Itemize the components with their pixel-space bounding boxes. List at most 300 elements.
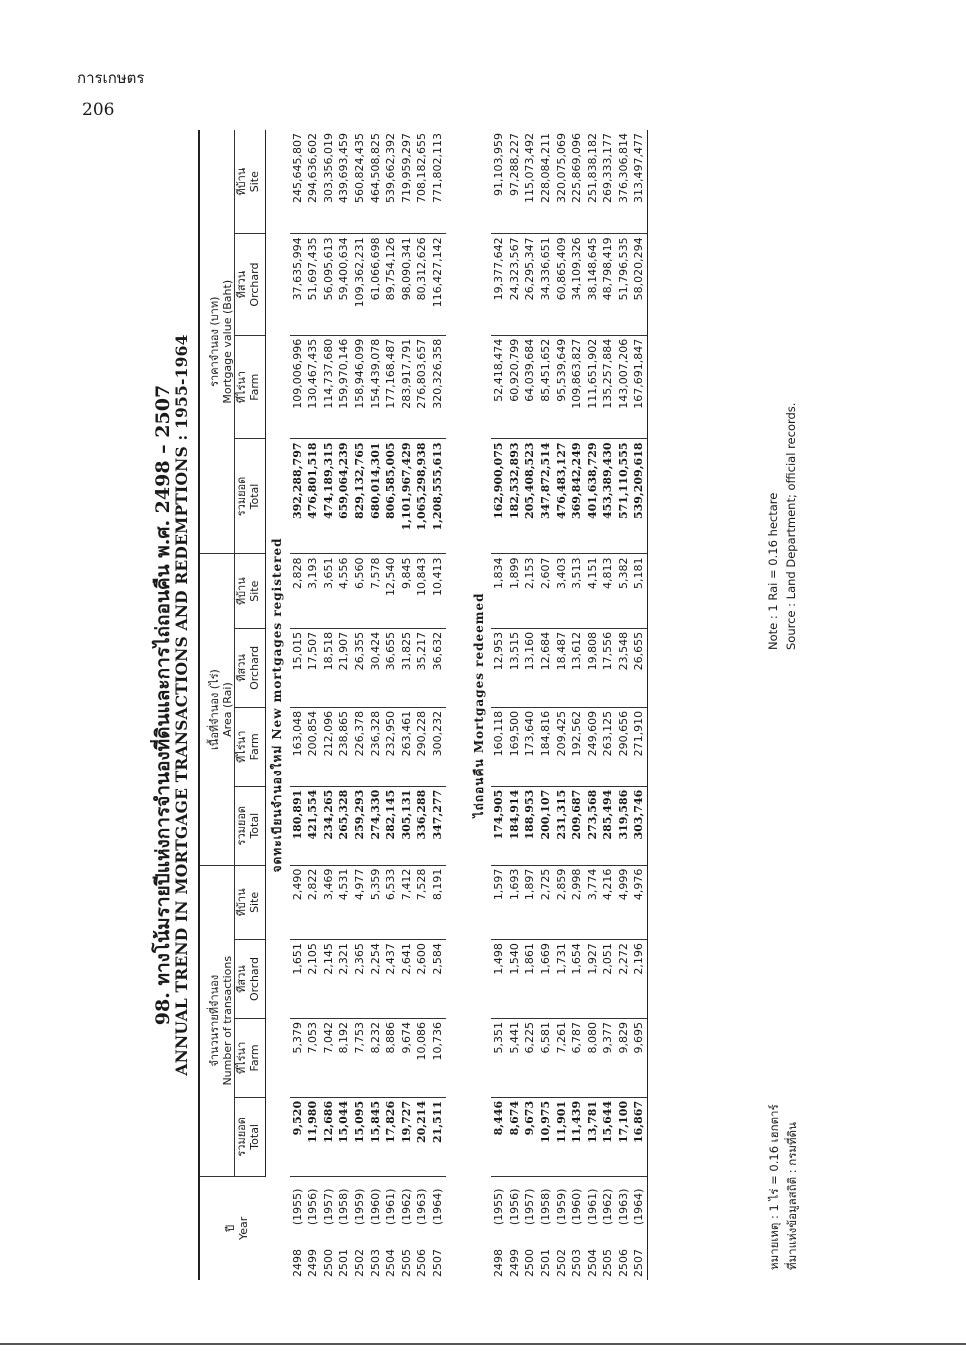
table-row	[321, 130, 337, 1280]
year-ce: (1961)	[384, 1188, 398, 1226]
table-row	[430, 130, 446, 1280]
table-cell: 5,181	[631, 554, 647, 628]
table-cell: 21,907	[336, 628, 352, 707]
table-cell: 180,891	[290, 786, 306, 865]
table-cell: 5,379	[290, 1018, 306, 1097]
table-cell: 4,977	[352, 865, 368, 939]
col-en: Total	[248, 483, 261, 510]
table-cell: 290,228	[414, 707, 430, 786]
col-th: ที่บ้าน	[235, 888, 248, 917]
col-header-farm	[235, 335, 266, 439]
table-cell: 36,632	[430, 628, 446, 707]
year-ce: (1963)	[616, 1188, 630, 1226]
col-en: Orchard	[248, 262, 261, 307]
table-cell: 143,007,206	[616, 335, 632, 439]
year-ce: (1960)	[570, 1188, 584, 1226]
table-row	[305, 130, 321, 1280]
table-cell: 56,095,613	[321, 234, 337, 335]
table-cell: 226,378	[352, 707, 368, 786]
table-cell: 23,548	[616, 628, 632, 707]
table-cell: 174,905	[491, 786, 507, 865]
year-ce: (1964)	[631, 1176, 647, 1228]
table-cell: 319,586	[616, 786, 632, 865]
mortgage-table-wrapper	[198, 130, 648, 1280]
table-cell: 182,532,893	[507, 439, 523, 554]
table-cell: 109,006,996	[290, 335, 306, 439]
table-cell: 1,731	[554, 940, 570, 1019]
table-cell: 439,693,459	[336, 130, 352, 234]
table-cell: 15,044	[336, 1097, 352, 1176]
table-cell: 7,412	[399, 865, 415, 939]
year-ce: (1964)	[430, 1188, 444, 1226]
table-cell: 231,315	[554, 786, 570, 865]
col-header-site	[235, 865, 266, 939]
table-cell: 274,330	[368, 786, 384, 865]
table-cell: 13,781	[585, 1097, 601, 1176]
table-cell: 10,413	[430, 554, 446, 628]
table-cell: 2,490	[290, 865, 306, 939]
table-cell: 347,277	[430, 786, 446, 865]
table-cell: 7,578	[368, 554, 384, 628]
table-cell: 12,684	[538, 628, 554, 707]
year-be: 2502	[352, 1249, 366, 1277]
table-cell: 97,288,227	[507, 130, 523, 234]
col-th: ที่สวน	[235, 654, 248, 682]
table-cell: 236,328	[368, 707, 384, 786]
table-cell: 1,208,555,613	[430, 439, 446, 554]
table-cell: 12,540	[383, 554, 399, 628]
table-cell: 8,080	[585, 1018, 601, 1097]
table-cell: 2,725	[538, 865, 554, 939]
table-cell: 205,408,523	[522, 439, 538, 554]
page-number: 206	[82, 100, 115, 120]
table-cell: 160,118	[491, 707, 507, 786]
table-cell: 6,787	[569, 1018, 585, 1097]
table-cell: 392,288,797	[290, 439, 306, 554]
table-cell: 2,321	[336, 940, 352, 1019]
table-cell: 708,182,655	[414, 130, 430, 234]
year-ce: (1957)	[321, 1188, 335, 1226]
year-be: 2503	[570, 1249, 584, 1277]
table-cell: 265,328	[336, 786, 352, 865]
table-cell: 80,312,626	[414, 234, 430, 335]
table-cell: 2,051	[600, 940, 616, 1019]
table-cell: 11,901	[554, 1097, 570, 1176]
table-cell: 116,427,142	[430, 234, 446, 335]
year-header	[199, 1176, 266, 1280]
table-cell: 232,950	[383, 707, 399, 786]
table-cell: 1,861	[522, 940, 538, 1019]
table-cell: 251,838,182	[585, 130, 601, 234]
table-cell: 4,151	[585, 554, 601, 628]
year-ce: (1958)	[337, 1188, 351, 1226]
year-be: 2502	[554, 1249, 568, 1277]
year-be: 2498	[492, 1249, 506, 1277]
table-cell: 109,362,231	[352, 234, 368, 335]
table-cell: 26,355	[352, 628, 368, 707]
table-cell: 1,597	[491, 865, 507, 939]
table-cell: 9,829	[616, 1018, 632, 1097]
table-cell: 8,446	[491, 1097, 507, 1176]
section-header-row	[468, 130, 492, 1280]
col-en: Site	[248, 580, 261, 602]
table-cell: 4,531	[336, 865, 352, 939]
table-cell: 7,042	[321, 1018, 337, 1097]
table-cell: 2,998	[569, 865, 585, 939]
table-cell: 273,568	[585, 786, 601, 865]
table-cell: 276,803,657	[414, 335, 430, 439]
table-cell: 30,424	[368, 628, 384, 707]
year-be: 2507	[631, 1228, 647, 1280]
table-cell: 4,216	[600, 865, 616, 939]
table-cell: 285,494	[600, 786, 616, 865]
table-cell: 2,196	[631, 940, 647, 1019]
table-cell: 19,727	[399, 1097, 415, 1176]
table-cell: 245,645,807	[290, 130, 306, 234]
table-cell: 154,439,078	[368, 335, 384, 439]
table-row	[522, 130, 538, 1280]
table-cell: 24,323,567	[507, 234, 523, 335]
col-th: ที่บ้าน	[235, 167, 248, 196]
table-cell: 60,920,799	[507, 335, 523, 439]
table-cell: 2,600	[414, 940, 430, 1019]
group-header-en: Mortgage value (Baht)	[221, 279, 234, 404]
col-th: รวมยอด	[235, 805, 248, 846]
table-cell: 771,802,113	[430, 130, 446, 234]
table-cell: 7,528	[414, 865, 430, 939]
title-english: ANNUAL TREND IN MORTGAGE TRANSACTIONS AND REDEMPTIONS : 1955-1964	[172, 334, 191, 1076]
table-row	[414, 130, 430, 1280]
table-cell: 36,655	[383, 628, 399, 707]
section-gap-cell	[446, 130, 468, 1280]
table-cell: 58,020,294	[631, 234, 647, 335]
table-cell: 34,336,651	[538, 234, 554, 335]
col-header-total	[235, 786, 266, 865]
year-ce: (1959)	[554, 1188, 568, 1226]
table-cell: 2,584	[430, 940, 446, 1019]
table-cell: 1,498	[491, 940, 507, 1019]
col-en: Orchard	[248, 957, 261, 1002]
table-cell: 17,556	[600, 628, 616, 707]
table-cell: 9,520	[290, 1097, 306, 1176]
group-header-value	[199, 130, 235, 554]
col-th: ที่ไร่นา	[235, 1041, 248, 1075]
table-cell: 15,015	[290, 628, 306, 707]
table-row	[631, 130, 647, 1280]
table-cell: 15,845	[368, 1097, 384, 1176]
table-cell: 290,656	[616, 707, 632, 786]
table-cell: 13,515	[507, 628, 523, 707]
note-thai: หมายเหตุ : 1 ไร่ = 0.16 เฮกตาร์	[767, 1104, 781, 1270]
table-cell: 476,801,518	[305, 439, 321, 554]
table-cell: 6,581	[538, 1018, 554, 1097]
table-cell: 3,469	[321, 865, 337, 939]
col-th: ที่บ้าน	[235, 577, 248, 606]
table-cell: 9,695	[631, 1018, 647, 1097]
col-th: รวมยอด	[235, 1117, 248, 1157]
table-cell: 259,293	[352, 786, 368, 865]
table-cell: 111,651,902	[585, 335, 601, 439]
mortgage-table	[198, 130, 648, 1280]
table-cell: 238,865	[336, 707, 352, 786]
table-cell: 300,232	[430, 707, 446, 786]
year-ce: (1962)	[601, 1188, 615, 1226]
table-cell: 9,674	[399, 1018, 415, 1097]
table-cell: 115,073,492	[522, 130, 538, 234]
table-cell: 4,999	[616, 865, 632, 939]
group-header-en: Number of transactions	[221, 955, 234, 1086]
table-cell: 159,970,146	[336, 335, 352, 439]
table-cell: 474,189,315	[321, 439, 337, 554]
table-row	[352, 130, 368, 1280]
table-cell: 51,697,435	[305, 234, 321, 335]
year-be: 2500	[523, 1249, 537, 1277]
table-cell: 26,295,347	[522, 234, 538, 335]
table-cell: 209,687	[569, 786, 585, 865]
table-cell: 192,562	[569, 707, 585, 786]
section-label: ไถ่ถอนคืน Mortgages redeemed	[471, 592, 486, 818]
table-cell: 263,461	[399, 707, 415, 786]
table-cell: 5,351	[491, 1018, 507, 1097]
rotated-content	[150, 130, 810, 1280]
table-row	[336, 130, 352, 1280]
col-th: ที่สวน	[235, 270, 248, 299]
table-cell: 225,869,096	[569, 130, 585, 234]
table-cell: 18,487	[554, 628, 570, 707]
table-cell: 162,900,075	[491, 439, 507, 554]
table-cell: 34,109,326	[569, 234, 585, 335]
year-ce: (1955)	[492, 1188, 506, 1226]
table-cell: 719,959,297	[399, 130, 415, 234]
table-cell: 2,641	[399, 940, 415, 1019]
table-cell: 18,518	[321, 628, 337, 707]
year-be: 2506	[616, 1249, 630, 1277]
table-row	[569, 130, 585, 1280]
table-cell: 305,131	[399, 786, 415, 865]
table-cell: 303,356,019	[321, 130, 337, 234]
table-cell: 4,813	[600, 554, 616, 628]
table-cell: 35,217	[414, 628, 430, 707]
table-cell: 200,854	[305, 707, 321, 786]
year-ce: (1963)	[415, 1188, 429, 1226]
group-header-area	[199, 554, 235, 865]
col-header-total	[235, 1097, 266, 1176]
col-header-farm	[235, 1018, 266, 1097]
year-be: 2504	[585, 1249, 599, 1277]
table-cell: 13,160	[522, 628, 538, 707]
table-cell: 320,075,069	[554, 130, 570, 234]
table-cell: 303,746	[631, 786, 647, 865]
table-cell: 539,209,618	[631, 439, 647, 554]
table-cell: 271,910	[631, 707, 647, 786]
table-cell: 476,483,127	[554, 439, 570, 554]
table-cell: 48,798,419	[600, 234, 616, 335]
year-be: 2505	[601, 1249, 615, 1277]
table-cell: 135,257,884	[600, 335, 616, 439]
table-cell: 17,826	[383, 1097, 399, 1176]
year-ce: (1955)	[290, 1188, 304, 1226]
year-ce: (1961)	[585, 1188, 599, 1226]
table-body	[266, 130, 648, 1280]
table-cell: 17,507	[305, 628, 321, 707]
table-cell: 173,640	[522, 707, 538, 786]
year-be: 2499	[507, 1249, 521, 1277]
table-cell: 571,110,555	[616, 439, 632, 554]
table-cell: 85,451,652	[538, 335, 554, 439]
source-english: Source : Land Department; official records.	[784, 402, 798, 650]
table-cell: 163,048	[290, 707, 306, 786]
table-cell: 2,822	[305, 865, 321, 939]
table-cell: 10,843	[414, 554, 430, 628]
table-cell: 1,669	[538, 940, 554, 1019]
col-header-site	[235, 130, 266, 234]
table-cell: 169,500	[507, 707, 523, 786]
table-cell: 15,644	[600, 1097, 616, 1176]
year-be: 2504	[384, 1249, 398, 1277]
col-en: Total	[248, 812, 261, 839]
group-header-transactions	[199, 865, 235, 1176]
col-header-site	[235, 554, 266, 628]
year-be: 2498	[290, 1249, 304, 1277]
col-th: รวมยอด	[235, 476, 248, 517]
year-ce: (1959)	[352, 1188, 366, 1226]
table-cell: 10,975	[538, 1097, 554, 1176]
table-cell: 9,845	[399, 554, 415, 628]
table-cell: 60,865,409	[554, 234, 570, 335]
col-en: Farm	[248, 733, 261, 761]
table-cell: 200,107	[538, 786, 554, 865]
table-cell: 21,511	[430, 1097, 446, 1176]
table-cell: 263,125	[600, 707, 616, 786]
table-cell: 228,084,211	[538, 130, 554, 234]
table-cell: 61,066,698	[368, 234, 384, 335]
table-cell: 64,039,684	[522, 335, 538, 439]
table-cell: 2,153	[522, 554, 538, 628]
table-cell: 453,389,430	[600, 439, 616, 554]
table-cell: 4,976	[631, 865, 647, 939]
table-cell: 560,824,435	[352, 130, 368, 234]
table-cell: 2,105	[305, 940, 321, 1019]
col-en: Farm	[248, 1044, 261, 1072]
table-cell: 10,736	[430, 1018, 446, 1097]
col-en: Farm	[248, 373, 261, 401]
rotated-table-area	[150, 130, 810, 1280]
table-cell: 659,064,239	[336, 439, 352, 554]
source-thai: ที่มาแห่งข้อมูลสถิติ : กรมที่ดิน	[785, 1122, 799, 1270]
year-be: 2505	[399, 1249, 413, 1277]
table-cell: 12,953	[491, 628, 507, 707]
table-row	[368, 130, 384, 1280]
year-be: 2501	[538, 1249, 552, 1277]
table-cell: 3,774	[585, 865, 601, 939]
table-footer	[760, 130, 810, 1280]
section-header-row	[266, 130, 290, 1280]
table-cell: 1,897	[522, 865, 538, 939]
table-cell: 806,585,005	[383, 439, 399, 554]
table-cell: 1,065,298,938	[414, 439, 430, 554]
table-row	[491, 130, 507, 1280]
year-be: 2501	[337, 1249, 351, 1277]
table-cell: 2,859	[554, 865, 570, 939]
table-row	[554, 130, 570, 1280]
table-cell: 283,917,791	[399, 335, 415, 439]
table-cell: 7,261	[554, 1018, 570, 1097]
table-cell: 15,095	[352, 1097, 368, 1176]
group-header-en: Area (Rai)	[221, 682, 234, 737]
table-cell: 52,418,474	[491, 335, 507, 439]
table-cell: 539,662,392	[383, 130, 399, 234]
table-cell: 282,145	[383, 786, 399, 865]
page-bottom-rule	[0, 1343, 966, 1345]
table-cell: 19,377,642	[491, 234, 507, 335]
table-cell: 347,872,514	[538, 439, 554, 554]
table-cell: 184,816	[538, 707, 554, 786]
table-cell: 38,148,645	[585, 234, 601, 335]
col-header-total	[235, 439, 266, 554]
table-cell: 336,288	[414, 786, 430, 865]
table-cell: 313,497,477	[631, 130, 647, 234]
table-cell: 130,467,435	[305, 335, 321, 439]
table-cell: 1,899	[507, 554, 523, 628]
year-header-en: Year	[236, 1216, 250, 1241]
year-ce: (1956)	[306, 1188, 320, 1226]
table-cell: 158,946,099	[352, 335, 368, 439]
table-cell: 114,737,680	[321, 335, 337, 439]
table-cell: 2,254	[368, 940, 384, 1019]
table-row	[399, 130, 415, 1280]
title-thai: 98. ทางโน้มรายปีแห่งการจำนองที่ดินและการไถ่ถอนคืน พ.ศ. 2498 – 2507	[152, 384, 174, 1026]
table-row	[290, 130, 306, 1280]
year-ce: (1960)	[368, 1188, 382, 1226]
table-cell: 167,691,847	[631, 335, 647, 439]
year-be: 2500	[321, 1249, 335, 1277]
table-cell: 17,100	[616, 1097, 632, 1176]
table-cell: 11,439	[569, 1097, 585, 1176]
table-cell: 269,333,177	[600, 130, 616, 234]
note-english: Note : 1 Rai = 0.16 hectare	[766, 492, 780, 650]
group-header-th: ราคาจำนอง (บาท)	[208, 296, 221, 387]
table-cell: 98,090,341	[399, 234, 415, 335]
table-cell: 8,232	[368, 1018, 384, 1097]
group-header-th: จำนวนรายที่จำนอง	[208, 974, 221, 1067]
year-ce: (1958)	[538, 1188, 552, 1226]
table-cell: 1,651	[290, 940, 306, 1019]
table-cell: 37,635,994	[290, 234, 306, 335]
table-cell: 5,359	[368, 865, 384, 939]
group-header-th: เนื้อที่จำนอง (ไร่)	[208, 669, 221, 750]
table-cell: 26,655	[631, 628, 647, 707]
table-cell: 12,686	[321, 1097, 337, 1176]
running-header: การเกษตร	[77, 69, 145, 87]
table-row	[383, 130, 399, 1280]
table-cell: 8,674	[507, 1097, 523, 1176]
year-ce: (1956)	[507, 1188, 521, 1226]
year-be: 2503	[368, 1249, 382, 1277]
table-row	[600, 130, 616, 1280]
section-label: จดทะเบียนจำนองใหม่ New mortgages registered	[270, 537, 284, 873]
col-en: Total	[248, 1124, 261, 1150]
table-cell: 8,192	[336, 1018, 352, 1097]
col-en: Site	[248, 171, 261, 193]
table-cell: 3,403	[554, 554, 570, 628]
table-cell: 209,425	[554, 707, 570, 786]
table-cell: 680,014,301	[368, 439, 384, 554]
table-cell: 3,651	[321, 554, 337, 628]
table-cell: 188,953	[522, 786, 538, 865]
table-cell: 320,326,358	[430, 335, 446, 439]
table-cell: 7,053	[305, 1018, 321, 1097]
table-cell: 376,306,814	[616, 130, 632, 234]
